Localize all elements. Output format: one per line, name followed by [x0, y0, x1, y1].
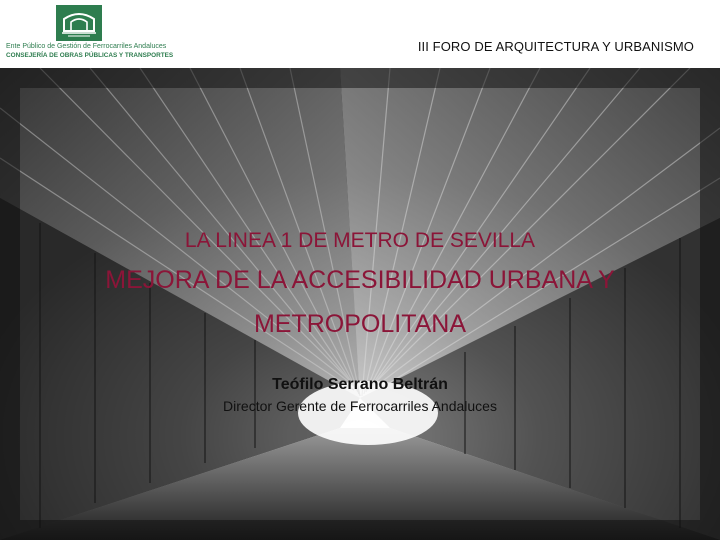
author-name: Teófilo Serrano Beltrán — [272, 376, 448, 393]
forum-title: III FORO DE ARQUITECTURA Y URBANISMO — [417, 39, 694, 54]
slide-title-line-1: LA LINEA 1 DE METRO DE SEVILLA — [184, 229, 536, 252]
slide-title-line-3: METROPOLITANA — [253, 310, 467, 338]
logo-line-2: CONSEJERÍA DE OBRAS PÚBLICAS Y TRANSPORTES — [6, 52, 174, 59]
author-role: Director Gerente de Ferrocarriles Andaluces — [223, 398, 497, 414]
logo-line-1: Ente Público de Gestión de Ferrocarriles Andaluces — [6, 43, 167, 50]
slide-title-line-2: MEJORA DE LA ACCESIBILIDAD URBANA Y — [105, 266, 615, 294]
